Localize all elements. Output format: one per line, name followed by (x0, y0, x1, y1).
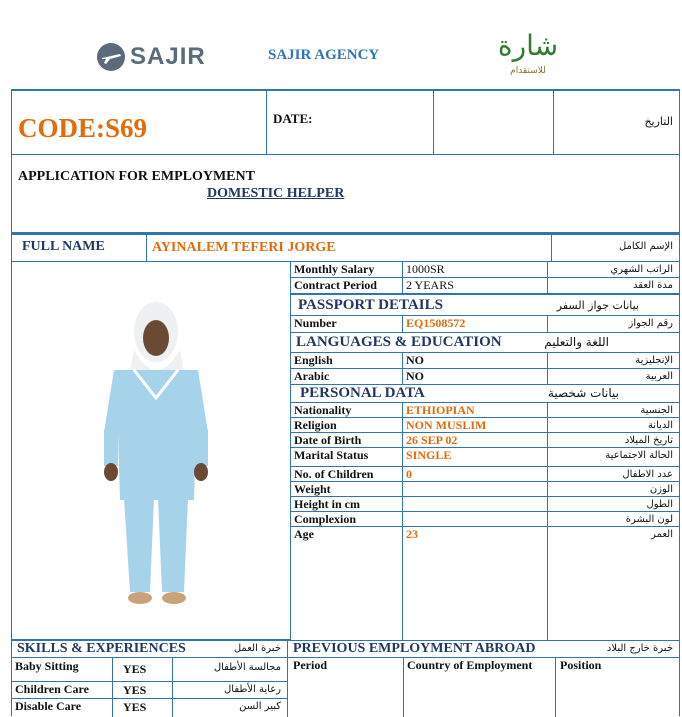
personal-label: Religion (291, 418, 403, 432)
personal-label-ar: الحالة الاجتماعية (605, 450, 673, 461)
skill-row (12, 658, 288, 682)
passport-title-ar: بيانات جواز السفر (556, 299, 639, 312)
personal-row (291, 512, 679, 527)
personal-label: No. of Children (291, 467, 403, 481)
agency-name: SAJIR AGENCY (268, 47, 380, 63)
full-name-value: AYINALEM TEFERI JORGE (152, 240, 336, 255)
contract-row (291, 278, 679, 294)
personal-label-ar: الطول (646, 499, 673, 510)
personal-value: ETHIOPIAN (403, 403, 548, 417)
contract-value: 1000SR (403, 262, 548, 277)
skill-label: Baby Sitting (12, 658, 113, 681)
language-row (291, 353, 679, 369)
personal-row (291, 482, 679, 497)
personal-label-ar: الوزن (649, 484, 673, 495)
skills-header (12, 641, 288, 658)
contract-label-ar: الراتب الشهري (610, 264, 673, 275)
previous-column-label: Position (560, 658, 602, 672)
applicant-photo (12, 262, 290, 638)
bottom-table (11, 640, 680, 716)
language-row (291, 369, 679, 385)
skill-label: Children Care (12, 682, 113, 698)
personal-value: 23 (403, 527, 548, 640)
personal-row (291, 467, 679, 482)
previous-column (288, 658, 404, 717)
personal-header (291, 385, 679, 403)
personal-label: Height in cm (291, 497, 403, 511)
personal-label: Date of Birth (291, 433, 403, 447)
logo-text: SAJIR (130, 43, 206, 70)
skill-row (12, 682, 288, 699)
personal-value: NON MUSLIM (403, 418, 548, 432)
sajir-logo (96, 40, 206, 74)
personal-row (291, 403, 679, 418)
language-label: Arabic (291, 369, 403, 384)
personal-label: Age (291, 527, 403, 640)
code-text: CODE:S69 (18, 113, 148, 143)
full-name-label: FULL NAME (22, 239, 105, 254)
language-label-ar: العربية (645, 371, 673, 382)
contract-row (291, 262, 679, 278)
personal-label-ar: لون البشرة (625, 514, 673, 525)
personal-label-ar: عدد الاطفال (622, 469, 673, 480)
personal-label: Complexion (291, 512, 403, 526)
position-title: DOMESTIC HELPER (207, 186, 345, 201)
passport-header (291, 294, 679, 316)
previous-column (556, 658, 679, 717)
personal-value: 26 SEP 02 (403, 433, 548, 447)
code-row (11, 89, 680, 155)
contract-label: Contract Period (291, 278, 403, 293)
personal-value (403, 482, 548, 496)
personal-row (291, 527, 679, 640)
previous-column-label: Country of Employment (407, 658, 533, 672)
previous-title: PREVIOUS EMPLOYMENT ABROAD (293, 641, 536, 656)
personal-value: 0 (403, 467, 548, 481)
personal-label: Marital Status (291, 448, 403, 466)
right-logo-sub: للاستقدام (510, 66, 546, 76)
personal-row (291, 448, 679, 467)
previous-column (404, 658, 556, 717)
personal-label-ar: الديانة (647, 420, 673, 431)
skill-label-ar: مجالسة الأطفال (213, 662, 281, 673)
personal-row (291, 497, 679, 512)
language-label: English (291, 353, 403, 368)
contract-label: Monthly Salary (291, 262, 403, 277)
passport-title: PASSPORT DETAILS (298, 297, 443, 313)
skills-title: SKILLS & EXPERIENCES (17, 641, 186, 656)
previous-header (288, 641, 679, 658)
contract-value: 2 YEARS (403, 278, 548, 293)
personal-row (291, 418, 679, 433)
application-block (11, 155, 680, 233)
contract-label-ar: مدة العقد (633, 280, 673, 291)
skill-row (12, 699, 288, 717)
details-table (291, 262, 680, 640)
airplane-icon (96, 42, 126, 72)
skill-label-ar: رعاية الأطفال (224, 684, 281, 695)
photo-frame (11, 262, 291, 640)
skill-value: YES (113, 699, 173, 717)
skill-label-ar: كبير السن (239, 701, 281, 712)
language-value: NO (403, 369, 548, 384)
language-value: NO (403, 353, 548, 368)
personal-label-ar: تاريخ الميلاد (624, 435, 673, 446)
skills-title-ar: خبرة العمل (233, 643, 281, 654)
passport-row (291, 316, 679, 333)
passport-label-ar: رقم الجواز (628, 318, 673, 329)
passport-label: Number (291, 316, 403, 332)
full-name-row (11, 233, 680, 262)
languages-title: LANGUAGES & EDUCATION (296, 334, 502, 350)
previous-title-ar: خبرة خارج البلاد (606, 643, 673, 654)
skill-value: YES (113, 658, 173, 681)
date-label: DATE: (273, 111, 313, 126)
languages-header (291, 333, 679, 353)
personal-label: Weight (291, 482, 403, 496)
skill-label: Disable Care (12, 699, 113, 717)
full-name-label-ar: الإسم الكامل (618, 241, 673, 252)
skill-value: YES (113, 682, 173, 698)
personal-title-ar: بيانات شخصية (548, 386, 619, 400)
personal-value: SINGLE (403, 448, 548, 466)
previous-column-label: Period (293, 658, 327, 672)
personal-label: Nationality (291, 403, 403, 417)
right-logo-text: شارة (497, 29, 559, 62)
shara-logo (478, 26, 578, 90)
languages-title-ar: اللغة والتعليم (544, 335, 609, 349)
personal-label-ar: العمر (651, 529, 673, 540)
personal-title: PERSONAL DATA (300, 385, 425, 401)
personal-value (403, 497, 548, 511)
language-label-ar: الإنجليزية (635, 355, 673, 366)
passport-value: EQ1508572 (403, 316, 548, 332)
personal-value (403, 512, 548, 526)
personal-row (291, 433, 679, 448)
date-label-ar: التاريخ (644, 115, 673, 128)
application-title: APPLICATION FOR EMPLOYMENT (18, 169, 255, 184)
personal-label-ar: الجنسية (640, 405, 673, 416)
